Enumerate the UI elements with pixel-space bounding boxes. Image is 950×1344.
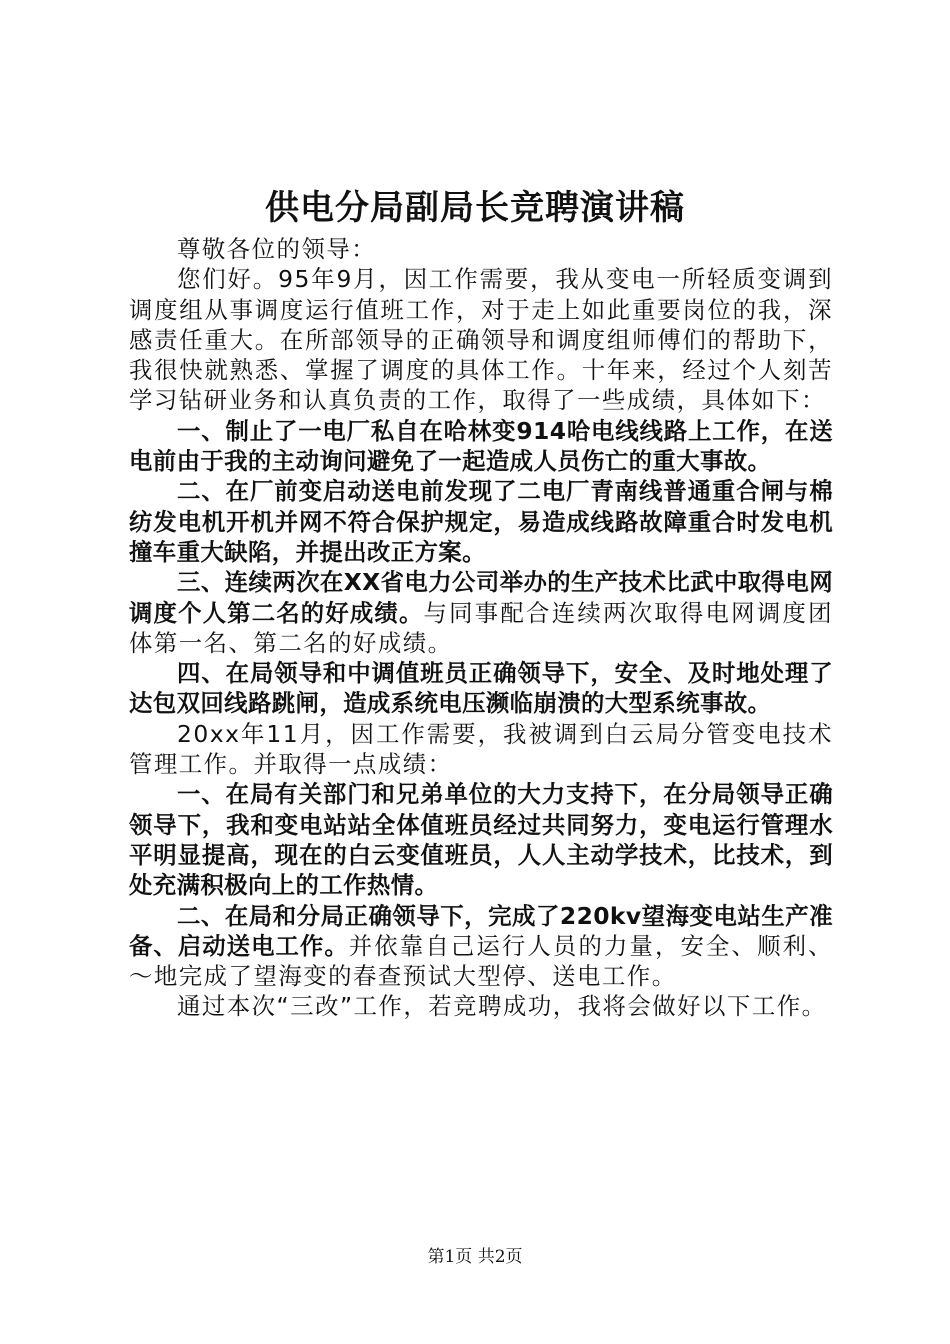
greeting: 尊敬各位的领导：	[177, 235, 377, 263]
document-body	[129, 234, 833, 1022]
paragraph-achievement-3	[129, 567, 833, 658]
paragraph-achievement-3-regular: 与同事配合连续两次取得电网调度团体第一名、第二名的好成绩。	[129, 598, 833, 657]
paragraph-transfer: 20xx年11月，因工作需要，我被调到白云局分管变电技术管理工作。并取得一点成绩：	[129, 719, 833, 779]
page-number-footer: 第1页 共2页	[427, 1247, 523, 1267]
paragraph-closing: 通过本次“三改”工作，若竞聘成功，我将会做好以下工作。	[177, 992, 827, 1021]
paragraph-baiyun-2-bold: 二、在局和分局正确领导下，完成了220kv望海变电站生产准备、启动送电工作。	[129, 901, 833, 960]
paragraph-achievement-2: 二、在厂前变启动送电前发现了二电厂青南线普通重合闸与棉纺发电机开机并网不符合保护规定，易造成线路故障重合时发电机撞车重大缺陷，并提出改正方案。	[129, 477, 833, 566]
document-title: 供电分局副局长竞聘演讲稿	[265, 188, 685, 228]
paragraph-achievement-3-bold: 三、连续两次在XX省电力公司举办的生产技术比武中取得电网调度个人第二名的好成绩。	[129, 568, 833, 627]
paragraph-baiyun-2-regular: 并依靠自己运行人员的力量，安全、顺利、～地完成了望海变的春查预试大型停、送电工作。	[129, 931, 834, 991]
paragraph-achievement-1: 一、制止了一电厂私自在哈林变914哈电线线路上工作，在送电前由于我的主动询问避免了一起造成人员伤亡的重大事故。	[129, 416, 833, 476]
paragraph-intro: 您们好。95年9月，因工作需要，我从变电一所轻质变调到调度组从事调度运行值班工作，对于走上如此重要岗位的我，深感责任重大。在所部领导的正确领导和调度组师傅们的帮助下，我很快就熟悉、掌握了调度的具体工作。十年来，经过个人刻苦学习钻研业务和认真负责的工作，取得了一些成绩，具体如下：	[129, 265, 833, 415]
paragraph-achievement-4: 四、在局领导和中调值班员正确领导下，安全、及时地处理了达包双回线路跳闸，造成系统电压濒临崩溃的大型系统事故。	[129, 659, 833, 718]
paragraph-baiyun-1: 一、在局有关部门和兄弟单位的大力支持下，在分局领导正确领导下，我和变电站站全体值班员经过共同努力，变电运行管理水平明显提高，现在的白云变值班员，人人主动学技术，比技术，到处充满积极向上的工作热情。	[129, 780, 833, 900]
paragraph-baiyun-2	[129, 901, 833, 992]
